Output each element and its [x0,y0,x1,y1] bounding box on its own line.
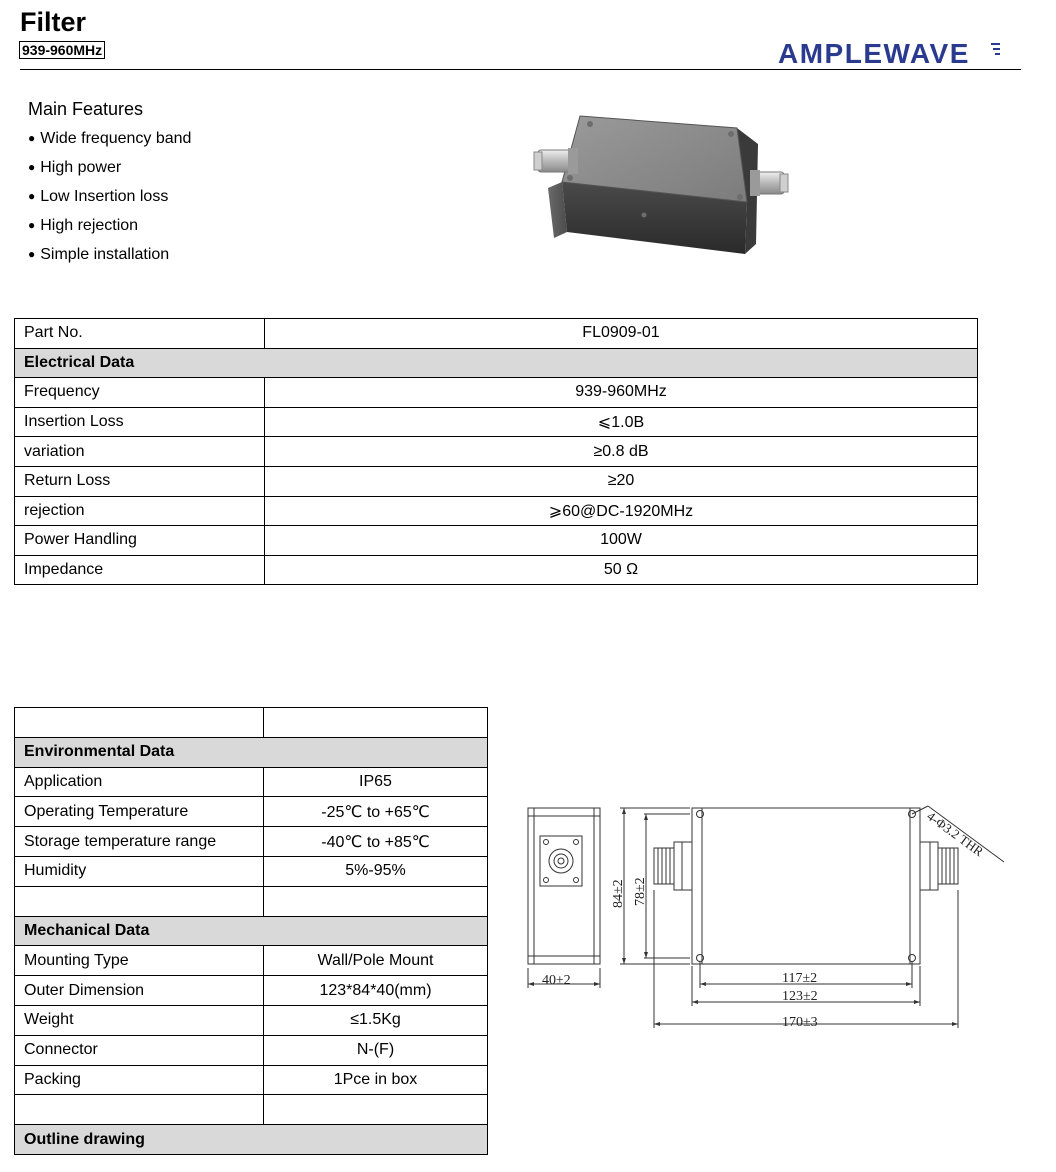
dim-width: 40±2 [542,973,571,988]
feature-item: ● High power [28,153,191,182]
amplewave-logo [778,38,1003,70]
row-label: rejection [15,496,265,526]
row-label: Storage temperature range [15,827,264,857]
dim-hole-spacing: 117±2 [782,971,818,986]
row-value: -25℃ to +65℃ [264,797,488,827]
part-no-value: FL0909-01 [265,319,978,349]
table-row [15,496,978,526]
row-label: Application [15,767,264,797]
table-row [15,767,488,797]
row-label: Outer Dimension [15,976,264,1006]
front-view-body [692,808,920,964]
table-section-header [15,916,488,946]
left-connector [534,148,578,174]
row-value: 939-960MHz [265,378,978,408]
table-row-empty [15,886,488,916]
row-value: ≥20 [265,466,978,496]
row-label: Connector [15,1035,264,1065]
hole-note: 4-Φ3.2 THR [924,808,987,860]
row-value: ⩾60@DC-1920MHz [265,496,978,526]
right-connector-drawing [920,842,958,890]
features-list [28,124,191,269]
header-divider [20,69,1021,70]
side-connector-flange [540,836,582,886]
row-label: Power Handling [15,526,265,556]
row-label: variation [15,437,265,467]
mechanical-section-title: Mechanical Data [15,916,488,946]
dim-body-length: 123±2 [782,989,818,1004]
table-row [15,827,488,857]
row-value: Wall/Pole Mount [264,946,488,976]
row-label: Impedance [15,555,265,585]
row-label: Mounting Type [15,946,264,976]
table-row [15,946,488,976]
product-photo [532,104,790,270]
electrical-data-table [14,318,978,585]
row-value: IP65 [264,767,488,797]
table-row [15,856,488,886]
row-value: 50 Ω [265,555,978,585]
feature-item: ● Simple installation [28,240,191,269]
dim-height-inner: 78±2 [633,877,648,906]
right-connector [750,170,788,196]
part-no-label: Part No. [15,319,265,349]
dim-total-length: 170±3 [782,1015,818,1030]
row-value: 123*84*40(mm) [264,976,488,1006]
features-title: Main Features [28,99,144,119]
table-row [15,526,978,556]
table-row [15,407,978,437]
row-value: ≥0.8 dB [265,437,978,467]
table-row [15,466,978,496]
row-label: Weight [15,1005,264,1035]
row-label: Packing [15,1065,264,1095]
page-title: Filter [20,7,87,37]
table-row [15,378,978,408]
logo-wordmark: AMPLEWAVE [778,38,970,69]
environmental-section-title: Environmental Data [15,737,488,767]
row-label: Humidity [15,856,264,886]
feature-item: ● High rejection [28,211,191,240]
table-row [15,1005,488,1035]
table-row [15,555,978,585]
left-connector-drawing [654,842,692,890]
table-row [15,797,488,827]
table-section-header [15,348,978,378]
row-label: Return Loss [15,466,265,496]
table-section-header [15,1125,488,1155]
environmental-mechanical-table [14,707,488,1155]
feature-item: ● Wide frequency band [28,124,191,153]
dim-height-outer: 84±2 [611,879,626,908]
row-value: -40℃ to +85℃ [264,827,488,857]
table-row [15,976,488,1006]
feature-item: ● Low Insertion loss [28,182,191,211]
row-value: ≤1.5Kg [264,1005,488,1035]
row-value: ⩽1.0B [265,407,978,437]
row-label: Frequency [15,378,265,408]
table-row [15,319,978,349]
outline-section-title: Outline drawing [15,1125,488,1155]
table-row-empty [15,1095,488,1125]
table-row [15,1065,488,1095]
row-value: N-(F) [264,1035,488,1065]
table-row [15,1035,488,1065]
table-row [15,437,978,467]
row-label: Operating Temperature [15,797,264,827]
electrical-section-title: Electrical Data [15,348,978,378]
row-value: 100W [265,526,978,556]
table-row-empty [15,708,488,738]
row-value: 1Pce in box [264,1065,488,1095]
row-value: 5%-95% [264,856,488,886]
outline-drawing [524,800,1008,1036]
row-label: Insertion Loss [15,407,265,437]
frequency-subtitle: 939-960MHz [19,41,105,59]
table-section-header [15,737,488,767]
